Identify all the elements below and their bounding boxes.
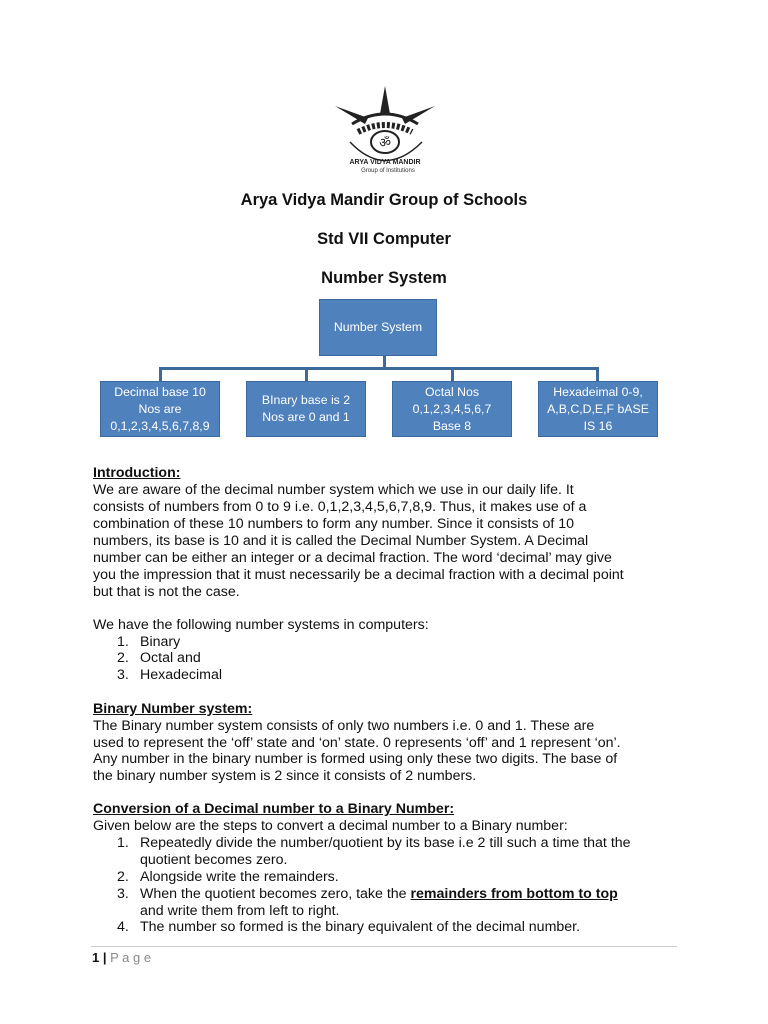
school-logo bbox=[330, 84, 440, 174]
box-line: 0,1,2,3,4,5,6,7 bbox=[412, 401, 492, 416]
body-line: We are aware of the decimal number system which we use in our daily life. It bbox=[93, 482, 574, 498]
body-line: numbers, its base is 10 and it is called the Decimal Number System. A Decimal bbox=[93, 533, 589, 549]
box-line: BInary base is 2 bbox=[261, 393, 351, 407]
box-line: Nos are bbox=[138, 401, 182, 416]
conversion-intro: Given below are the steps to convert a decimal number to a Binary number: bbox=[93, 818, 568, 834]
connector bbox=[596, 367, 599, 381]
diagram-box-decimal bbox=[100, 381, 220, 437]
body-line: used to represent the ‘off’ state and ‘on’ state. 0 represents ‘off’ and 1 represent ‘on’. bbox=[93, 735, 621, 751]
page-footer bbox=[92, 950, 151, 965]
connector bbox=[305, 367, 308, 381]
body-line: you the impression that it must necessarily be a decimal fraction with a decimal point bbox=[93, 567, 624, 583]
box-line: Decimal base 10 bbox=[114, 384, 206, 399]
class-title: Std VII Computer bbox=[317, 230, 451, 248]
footer-separator: | bbox=[102, 950, 107, 965]
diagram-root-label: Number System bbox=[333, 320, 423, 334]
list-num: 1. bbox=[117, 634, 129, 650]
binary-heading: Binary Number system: bbox=[93, 701, 253, 717]
step-emphasis: remainders from bottom to top bbox=[410, 886, 618, 902]
box-line: Hexadeimal 0-9, bbox=[553, 384, 643, 399]
box-line: Base 8 bbox=[432, 418, 472, 433]
list-intro: We have the following number systems in computers: bbox=[93, 617, 429, 633]
body-line: combination of these 10 numbers to form any number. Since it consists of 10 bbox=[93, 516, 575, 532]
page-label: P a g e bbox=[110, 950, 152, 965]
diagram-box-hexadecimal bbox=[538, 381, 658, 437]
school-title: Arya Vidya Mandir Group of Schools bbox=[240, 191, 528, 209]
step-num: 2. bbox=[117, 869, 129, 885]
footer-divider bbox=[91, 946, 677, 947]
step-text: Repeatedly divide the number/quotient by its base i.e 2 till such a time that the bbox=[140, 835, 631, 851]
body-line: The Binary number system consists of only two numbers i.e. 0 and 1. These are bbox=[93, 718, 595, 734]
step-text-part: When the quotient becomes zero, take the bbox=[140, 886, 411, 902]
topic-title: Number System bbox=[321, 269, 447, 287]
connector bbox=[159, 367, 162, 381]
page-number: 1 bbox=[92, 950, 100, 965]
diagram-root-box bbox=[319, 299, 437, 356]
intro-heading: Introduction: bbox=[93, 465, 181, 481]
list-item: Hexadecimal bbox=[140, 667, 223, 683]
list-item: Binary bbox=[140, 634, 181, 650]
step-text: Alongside write the remainders. bbox=[140, 869, 339, 885]
svg-text:ॐ: ॐ bbox=[379, 135, 391, 150]
body-line: the binary number system is 2 since it consists of 2 numbers. bbox=[93, 768, 477, 784]
box-line: Octal Nos bbox=[424, 384, 479, 399]
list-item: Octal and bbox=[140, 650, 201, 666]
box-line: Nos are 0 and 1 bbox=[262, 410, 350, 424]
connector bbox=[159, 367, 599, 370]
step-text: and write them from left to right. bbox=[140, 903, 340, 919]
step-text: quotient becomes zero. bbox=[140, 852, 288, 868]
body-line: number can be either an integer or a decimal fraction. The word ‘decimal’ may give bbox=[93, 550, 612, 566]
svg-text:Group of Institutions: Group of Institutions bbox=[361, 168, 415, 174]
step-num: 3. bbox=[117, 886, 129, 902]
diagram-box-binary bbox=[246, 381, 366, 437]
step-num: 1. bbox=[117, 835, 129, 851]
body-line: but that is not the case. bbox=[93, 584, 240, 600]
svg-text:ARYA VIDYA MANDIR: ARYA VIDYA MANDIR bbox=[349, 159, 421, 166]
box-line: A,B,C,D,E,F bASE bbox=[547, 401, 649, 416]
body-line: Any number in the binary number is formed using only these two digits. The base of bbox=[93, 751, 618, 767]
body-line: consists of numbers from 0 to 9 i.e. 0,1,2,3,4,5,6,7,8,9. Thus, it makes use of a bbox=[93, 499, 587, 515]
list-num: 2. bbox=[117, 650, 129, 666]
connector bbox=[451, 367, 454, 381]
step-num: 4. bbox=[117, 919, 129, 935]
box-line: 0,1,2,3,4,5,6,7,8,9 bbox=[110, 418, 210, 433]
step-text bbox=[140, 886, 618, 903]
conversion-heading: Conversion of a Decimal number to a Binary Number: bbox=[93, 801, 455, 817]
box-line: IS 16 bbox=[583, 418, 613, 433]
diagram-box-octal bbox=[392, 381, 512, 437]
step-text: The number so formed is the binary equivalent of the decimal number. bbox=[140, 919, 581, 935]
list-num: 3. bbox=[117, 667, 129, 683]
